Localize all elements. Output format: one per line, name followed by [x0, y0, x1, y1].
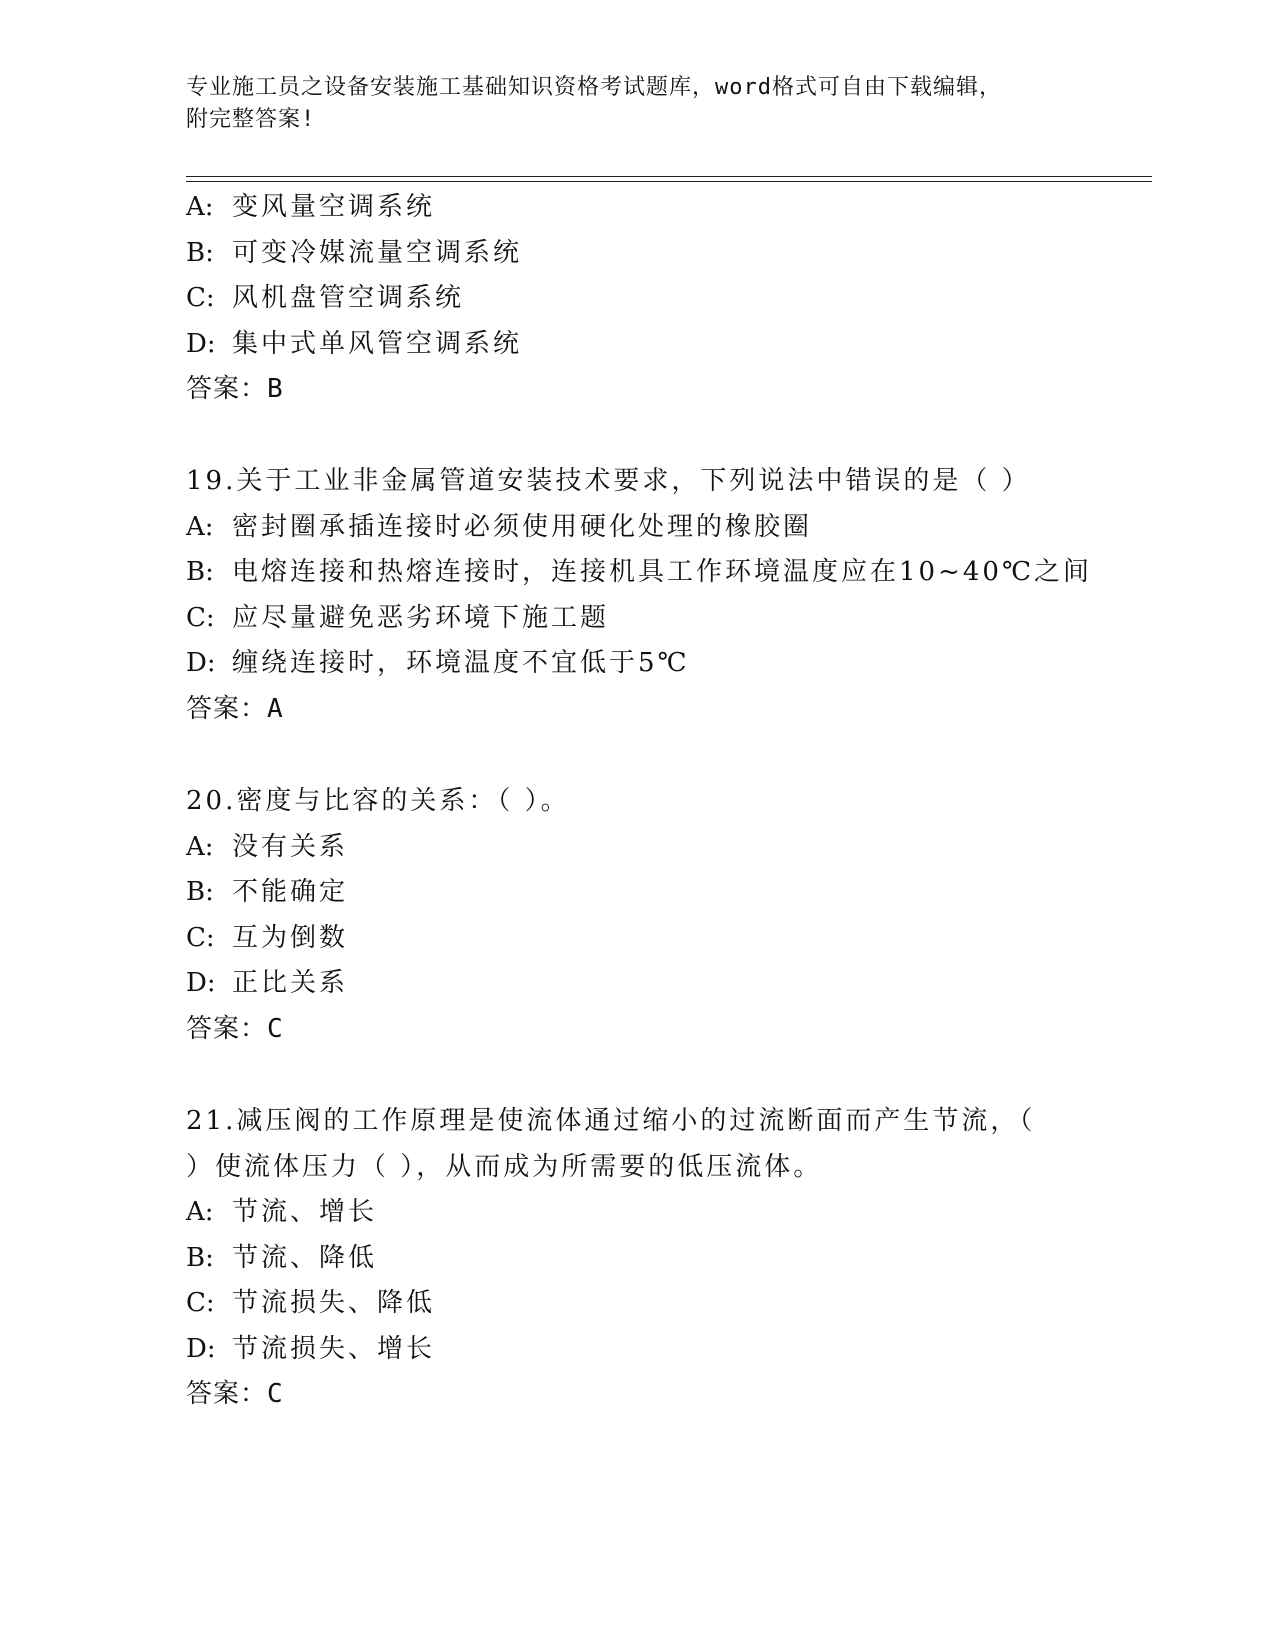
- answer-line: 答案：C: [186, 1013, 284, 1044]
- header-line-1: 专业施工员之设备安装施工基础知识资格考试题库，word格式可自由下载编辑，: [186, 75, 1002, 100]
- document-page: [186, 0, 1146, 1650]
- question-stem-line-1: 21.减压阀的工作原理是使流体通过缩小的过流断面而产生节流，（: [186, 1106, 1036, 1136]
- option-c: C: 节流损失、降低: [186, 1288, 436, 1318]
- option-d: D: 集中式单风管空调系统: [186, 328, 523, 359]
- option-d: D: 正比关系: [186, 968, 349, 998]
- option-c: C: 应尽量避免恶劣环境下施工题: [186, 602, 610, 633]
- document-header: [186, 72, 1086, 136]
- question-stem: 19.关于工业非金属管道安装技术要求，下列说法中错误的是（ ）: [186, 466, 1031, 496]
- answer-line: 答案：A: [186, 693, 284, 724]
- option-d: D: 缠绕连接时，环境温度不宜低于5℃: [186, 648, 690, 678]
- option-a: A: 密封圈承插连接时必须使用硬化处理的橡胶圈: [186, 511, 813, 542]
- option-b: B: 不能确定: [186, 877, 349, 907]
- header-line-2: 附完整答案!: [186, 107, 316, 132]
- option-a: A: 没有关系: [186, 831, 349, 862]
- question-stem-line-2: ）使流体压力（ ），从而成为所需要的低压流体。: [186, 1151, 823, 1182]
- option-a: A: 变风量空调系统: [186, 192, 436, 222]
- answer-line: 答案：C: [186, 1379, 284, 1409]
- option-b: B: 可变冷媒流量空调系统: [186, 237, 523, 268]
- option-d: D: 节流损失、增长: [186, 1333, 436, 1364]
- answer-line: 答案：B: [186, 374, 284, 404]
- header-divider-bottom: [186, 181, 1152, 182]
- question-18-block: [186, 185, 1146, 413]
- option-b: B: 电熔连接和热熔连接时，连接机具工作环境温度应在10~40℃之间: [186, 557, 1093, 587]
- question-20-block: [186, 779, 1146, 1052]
- header-divider-top: [186, 176, 1152, 177]
- option-c: C: 互为倒数: [186, 922, 349, 953]
- option-a: A: 节流、增长: [186, 1197, 378, 1227]
- question-19-block: [186, 459, 1146, 732]
- question-stem: 20.密度与比容的关系：（ ）。: [186, 786, 570, 816]
- option-b: B: 节流、降低: [186, 1242, 378, 1273]
- question-21-block: [186, 1099, 1146, 1418]
- option-c: C: 风机盘管空调系统: [186, 283, 465, 313]
